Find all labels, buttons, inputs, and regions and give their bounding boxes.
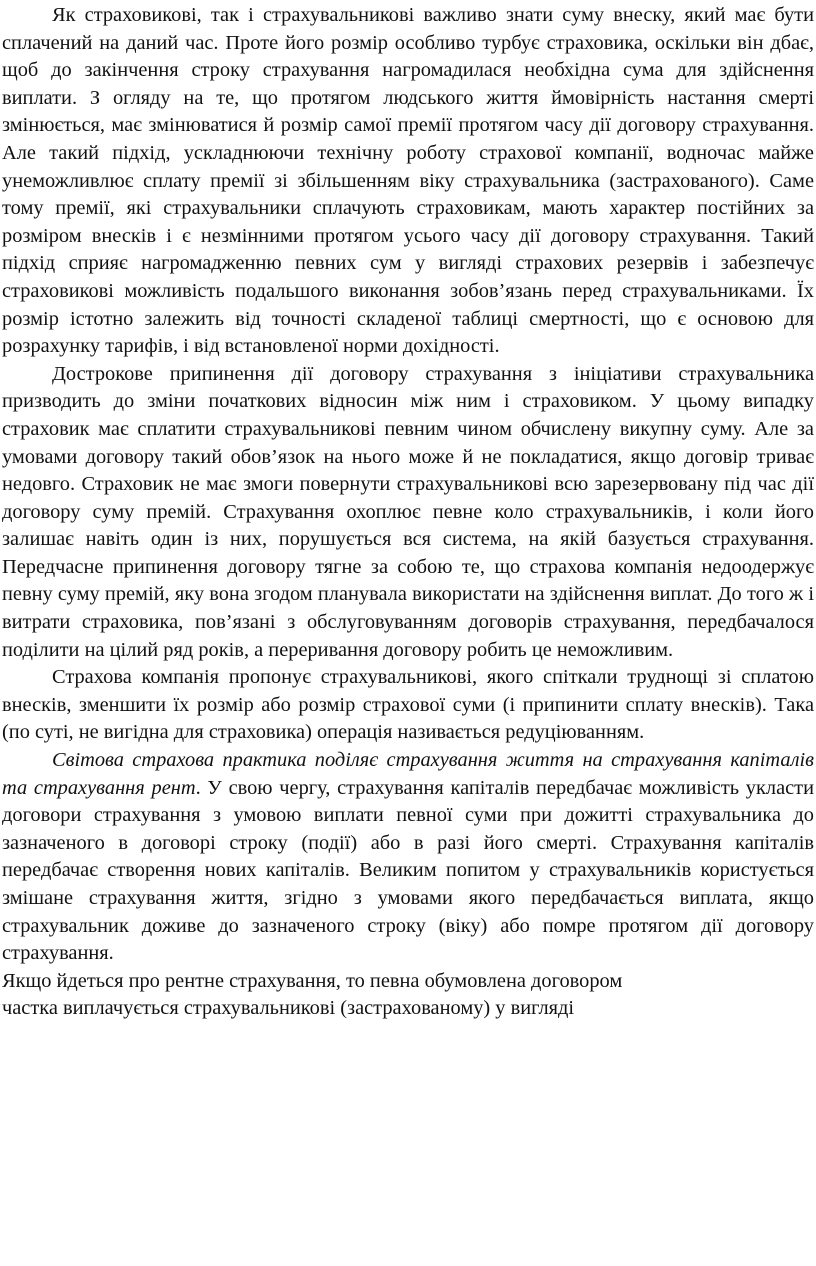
emphasized-definition: Світова страхова практика поділяє страхування життя на страхування капіталів та страхування рент bbox=[2, 749, 814, 799]
paragraph-premium-size: Як страховикові, так і страхувальникові важливо знати суму внеску, який має бути сплачений на даний час. Проте його розмір особливо турбує страховика, оскільки він дбає, щоб до закінчення строку страхування нагромадилася необхідна сума для здійснення виплати. З огляду на те, що протягом людського життя ймовірність настання смерті змінюється, має змінюватися й розмір самої премії протягом часу дії договору страхування. Але такий підхід, ускладнюючи технічну роботу страхової компанії, водночас майже унеможливлює сплату премії зі збільшенням віку страхувальника (застрахованого). Саме тому премії, які страхувальники сплачують страховикам, мають характер постійних за розміром внесків і є незмінними протягом усього часу дії договору страхування. Такий підхід сприяє нагромадженню певних сум у вигляді страхових резервів і забезпечує страховикові можливість подальшого виконання зобов’язань перед страхувальниками. Їх розмір істотно залежить від точності складеної таблиці смертності, що є основою для розрахунку тарифів, і від встановленої норми дохідності. bbox=[2, 4, 814, 358]
paragraph-annuity-insurance bbox=[2, 968, 814, 1023]
paragraph-capital-insurance bbox=[2, 747, 814, 968]
annuity-line-1: Якщо йдеться про рентне страхування, то певна обумовлена договором bbox=[2, 969, 623, 992]
paragraph-capital-insurance-body: . У свою чергу, страхування капіталів передбачає можливість укласти договори страхування з умовою виплати певної суми при дожитті страхувальника до зазначеного в договорі строку (події) або в разі його смерті. Страхування капіталів передбачає створення нових капіталів. Великим попитом у страхувальників користується змішане страхування життя, згідно з умовами якого передбачається виплата, якщо страхувальник доживе до зазначеного строку (віку) або помре протягом дії договору страхування. bbox=[2, 776, 814, 965]
annuity-line-2: частка виплачується страхувальникові (застрахованому) у вигляді bbox=[2, 997, 575, 1020]
paragraph-early-termination: Дострокове припинення дії договору страхування з ініціативи страхувальника призводить до зміни початкових відносин між ним і страховиком. У цьому випадку страховик має сплатити страхувальникові певним чином обчислену викупну суму. Але за умовами договору такий обов’язок на нього може й не покладатися, якщо договір триває недовго. Страховик не має змоги повернути страхувальникові всю зарезервовану під час дії договору суму премій. Страхування охоплює певне коло страхувальників, і коли його залишає навіть один із них, порушується вся система, на якій базується страхування. Передчасне припинення договору тягне за собою те, що страхова компанія недоодержує певну суму премій, яку вона згодом планувала використати на здійснення виплат. До того ж і витрати страховика, пов’язані з обслуговуванням договорів страхування, передбачалося поділити на цілий ряд років, а переривання договору робить це неможливим. bbox=[2, 362, 814, 661]
paragraph-reduction: Страхова компанія пропонує страхувальникові, якого спіткали труднощі зі сплатою внесків, зменшити їх розмір або розмір страхової суми (і припинити сплату внесків). Така (по суті, не вигідна для страховика) операція називається редуціюванням. bbox=[2, 666, 814, 744]
